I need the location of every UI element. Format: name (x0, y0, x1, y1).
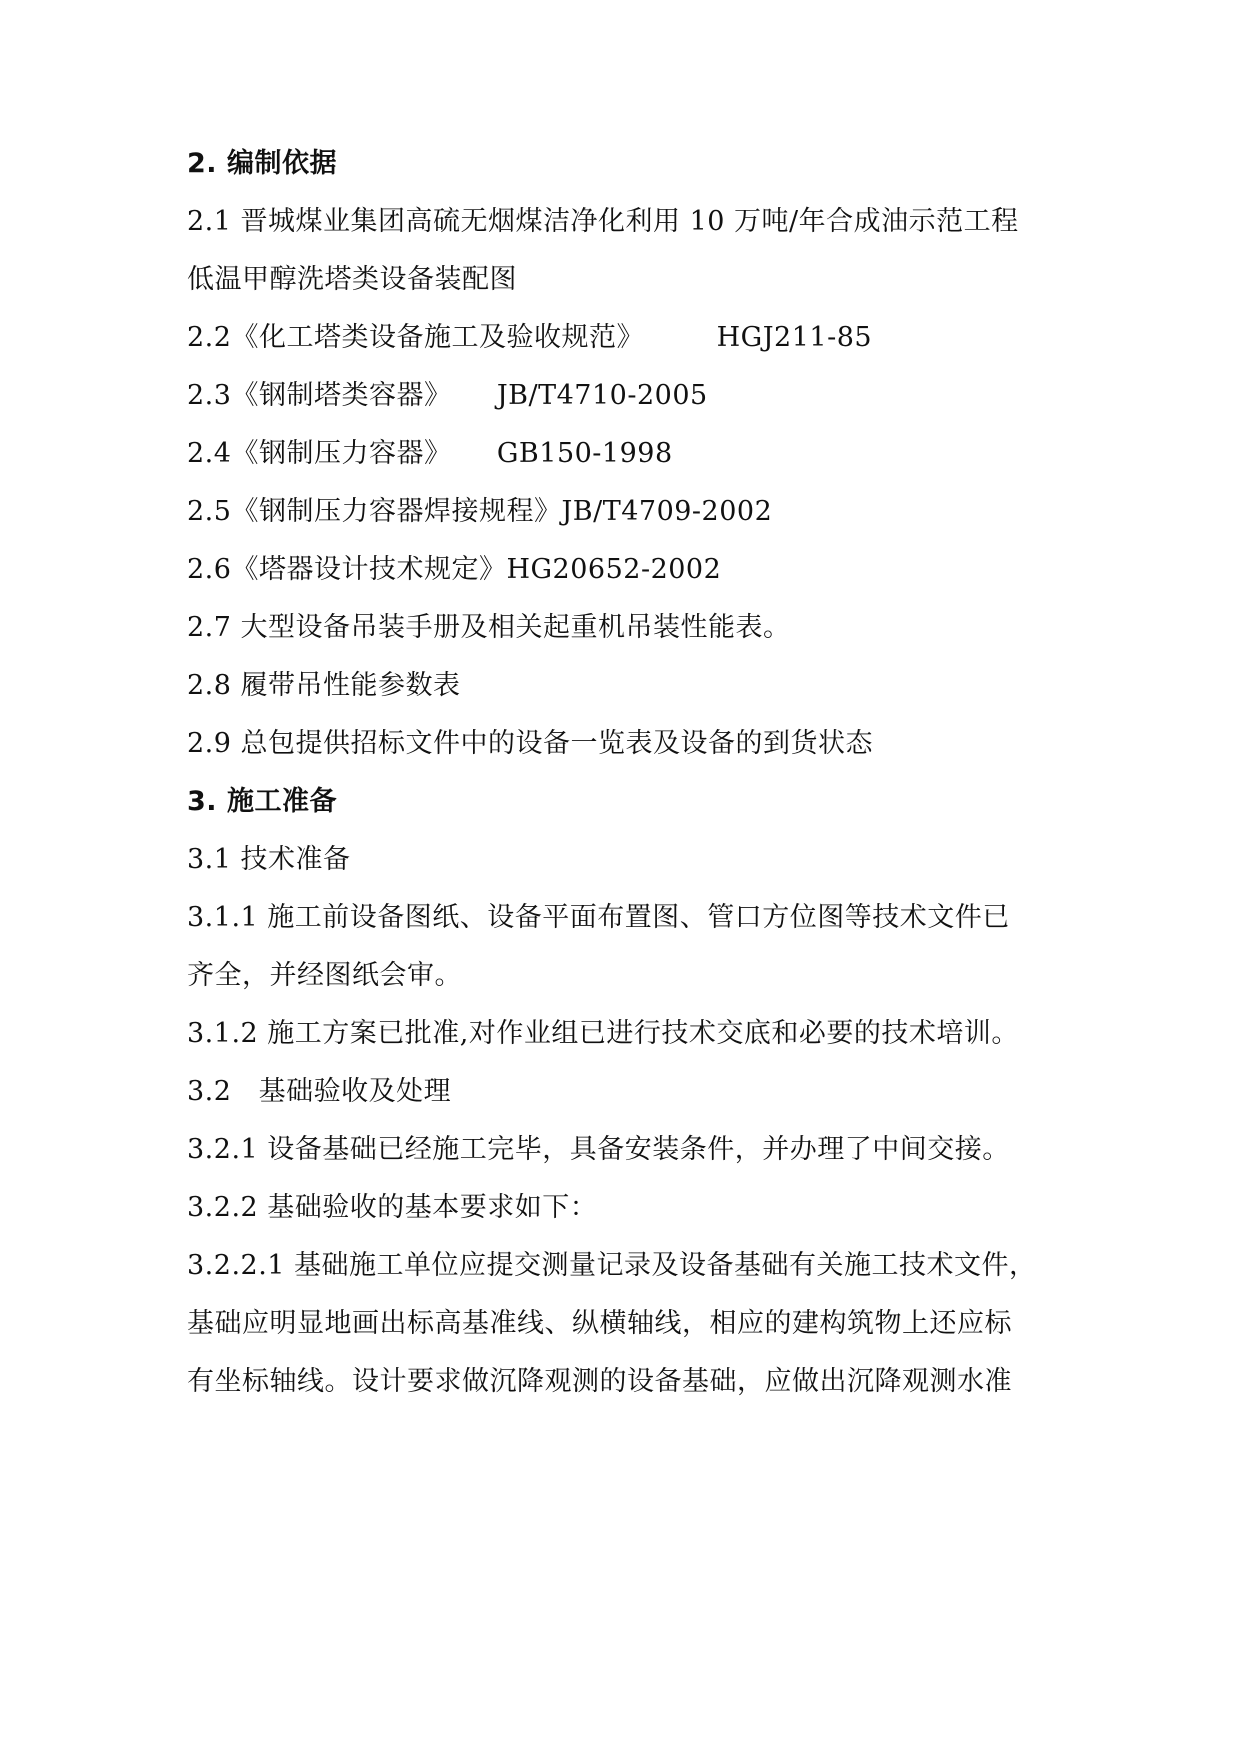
basis-item-2-9: 2.9 总包提供招标文件中的设备一览表及设备的到货状态 (187, 728, 874, 759)
basis-item-2-6: 2.6《塔器设计技术规定》HG20652-2002 (187, 554, 722, 585)
basis-item-2-8: 2.8 履带吊性能参数表 (187, 670, 461, 701)
prep-item-3-1-1-cont: 齐全，并经图纸会审。 (187, 960, 462, 991)
prep-item-3-2-1: 3.2.1 设备基础已经施工完毕，具备安装条件，并办理了中间交接。 (187, 1134, 1010, 1165)
section-heading-basis: 2. 编制依据 (187, 148, 337, 179)
prep-item-3-1-2: 3.1.2 施工方案已批准,对作业组已进行技术交底和必要的技术培训。 (187, 1018, 1019, 1049)
basis-item-2-3: 2.3《钢制塔类容器》 JB/T4710-2005 (187, 380, 708, 411)
section-heading-preparation: 3. 施工准备 (187, 786, 337, 817)
prep-item-3-2-2-1: 3.2.2.1 基础施工单位应提交测量记录及设备基础有关施工技术文件， (187, 1250, 1037, 1281)
basis-item-2-1-cont: 低温甲醇洗塔类设备装配图 (187, 264, 517, 295)
basis-item-2-4: 2.4《钢制压力容器》 GB150-1998 (187, 438, 673, 469)
prep-item-3-2: 3.2 基础验收及处理 (187, 1076, 452, 1107)
prep-item-3-2-2-1-cont-2: 有坐标轴线。设计要求做沉降观测的设备基础，应做出沉降观测水准 (187, 1366, 1012, 1397)
prep-item-3-1-1: 3.1.1 施工前设备图纸、设备平面布置图、管口方位图等技术文件已 (187, 902, 1010, 933)
basis-item-2-1: 2.1 晋城煤业集团高硫无烟煤洁净化利用 10 万吨/年合成油示范工程 (187, 206, 1019, 237)
prep-item-3-2-2-1-cont-1: 基础应明显地画出标高基准线、纵横轴线，相应的建构筑物上还应标 (187, 1308, 1012, 1339)
basis-item-2-7: 2.7 大型设备吊装手册及相关起重机吊装性能表。 (187, 612, 791, 643)
prep-item-3-2-2: 3.2.2 基础验收的基本要求如下： (187, 1192, 598, 1223)
prep-item-3-1: 3.1 技术准备 (187, 844, 351, 875)
basis-item-2-2: 2.2《化工塔类设备施工及验收规范》 HGJ211-85 (187, 322, 873, 353)
basis-item-2-5: 2.5《钢制压力容器焊接规程》JB/T4709-2002 (187, 496, 773, 527)
